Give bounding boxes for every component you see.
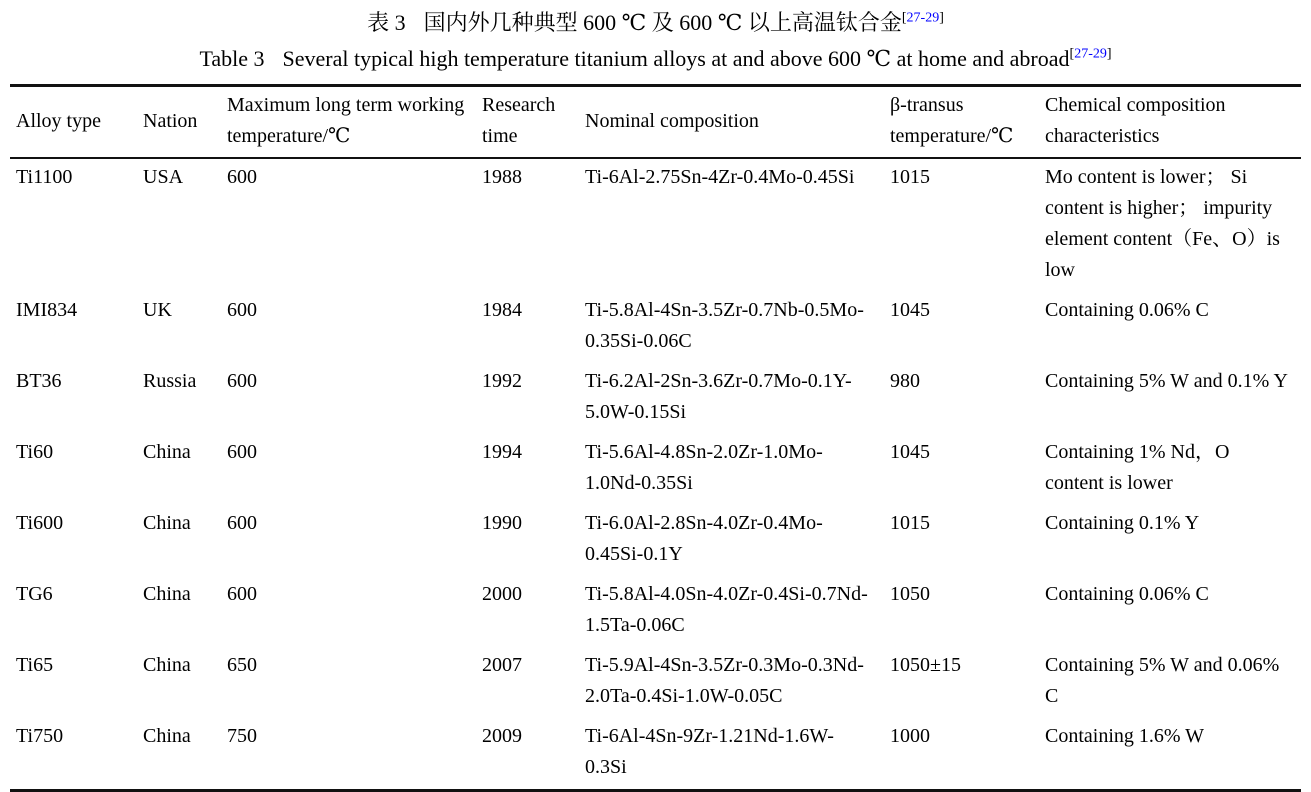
cell-nominal-composition: Ti-5.8Al-4Sn-3.5Zr-0.7Nb-0.5Mo-0.35Si-0.06C (585, 299, 864, 352)
cell-research-time: 2000 (482, 583, 522, 605)
cell-beta-transus: 1015 (890, 512, 930, 534)
cell-alloy-type: Ti60 (16, 441, 54, 463)
cell-nation: China (143, 654, 191, 676)
cell-max-temperature: 750 (227, 725, 257, 747)
table-title-zh-text: 国内外几种典型 600 ℃ 及 600 ℃ 以上高温钛合金 (423, 10, 902, 35)
cell-nation: USA (143, 166, 184, 188)
cell-alloy-type: TG6 (16, 583, 53, 605)
cell-alloy-type: BT36 (16, 370, 62, 392)
cell-nominal-composition: Ti-5.6Al-4.8Sn-2.0Zr-1.0Mo-1.0Nd-0.35Si (585, 441, 823, 494)
cell-research-time: 1984 (482, 299, 522, 321)
cell-max-temperature: 600 (227, 441, 257, 463)
cell-research-time: 1988 (482, 166, 522, 188)
table-title-en (0, 44, 1311, 74)
cell-chemical-characteristics: Containing 0.06% C (1045, 299, 1209, 321)
cell-chemical-characteristics: Containing 0.1% Y (1045, 512, 1200, 534)
alloy-table-wrap (10, 84, 1301, 792)
table-row (10, 576, 1301, 647)
cell-nation: China (143, 583, 191, 605)
col-header-beta-transus-temperature: β-transus temperature/℃ (884, 86, 1039, 159)
cell-nation: UK (143, 299, 172, 321)
cell-chemical-characteristics: Containing 1% Nd，O content is lower (1045, 441, 1230, 494)
cell-nation: China (143, 441, 191, 463)
col-header-nation: Nation (137, 86, 221, 159)
cell-chemical-characteristics: Containing 0.06% C (1045, 583, 1209, 605)
col-header-alloy-type: Alloy type (10, 86, 137, 159)
cell-nation: China (143, 725, 191, 747)
cell-chemical-characteristics: Containing 5% W and 0.1% Y (1045, 370, 1288, 392)
cell-alloy-type: Ti750 (16, 725, 64, 747)
table-title-zh (0, 8, 1311, 38)
reference-link[interactable]: 27-29 (1074, 46, 1107, 62)
table-number-zh: 表 3 (367, 10, 406, 35)
table-caption-block (0, 0, 1311, 74)
cell-beta-transus: 1050±15 (890, 654, 961, 676)
table-number-en: Table 3 (199, 46, 265, 71)
table-row (10, 718, 1301, 791)
cell-nominal-composition: Ti-6Al-4Sn-9Zr-1.21Nd-1.6W-0.3Si (585, 725, 834, 778)
cell-research-time: 1990 (482, 512, 522, 534)
cell-beta-transus: 1045 (890, 299, 930, 321)
reference-link[interactable]: 27-29 (906, 10, 940, 26)
col-header-research-time: Research time (476, 86, 579, 159)
cell-max-temperature: 650 (227, 654, 257, 676)
col-header-nominal-composition: Nominal composition (579, 86, 884, 159)
cell-beta-transus: 1045 (890, 441, 930, 463)
cell-nominal-composition: Ti-6Al-2.75Sn-4Zr-0.4Mo-0.45Si (585, 166, 855, 188)
cell-nation: Russia (143, 370, 197, 392)
cell-beta-transus: 980 (890, 370, 920, 392)
cell-nominal-composition: Ti-5.8Al-4.0Sn-4.0Zr-0.4Si-0.7Nd-1.5Ta-0.06C (585, 583, 868, 636)
table-row (10, 363, 1301, 434)
cell-max-temperature: 600 (227, 166, 257, 188)
cell-beta-transus: 1050 (890, 583, 930, 605)
header-row (10, 86, 1301, 159)
alloy-table (10, 84, 1301, 792)
cell-alloy-type: Ti1100 (16, 166, 73, 188)
cell-nominal-composition: Ti-6.2Al-2Sn-3.6Zr-0.7Mo-0.1Y-5.0W-0.15Si (585, 370, 852, 423)
cell-beta-transus: 1000 (890, 725, 930, 747)
reference-citation: [27-29] (901, 10, 944, 26)
cell-nominal-composition: Ti-5.9Al-4Sn-3.5Zr-0.3Mo-0.3Nd-2.0Ta-0.4Si-1.0W-0.05C (585, 654, 864, 707)
cell-alloy-type: Ti600 (16, 512, 64, 534)
reference-citation: [27-29] (1069, 46, 1112, 62)
table-row (10, 292, 1301, 363)
table-title-en-text: Several typical high temperature titanium alloys at and above 600 ℃ at home and abroad (282, 46, 1070, 71)
cell-nominal-composition: Ti-6.0Al-2.8Sn-4.0Zr-0.4Mo-0.45Si-0.1Y (585, 512, 823, 565)
cell-beta-transus: 1015 (890, 166, 930, 188)
table-row (10, 434, 1301, 505)
cell-research-time: 1992 (482, 370, 522, 392)
table-row (10, 158, 1301, 292)
col-header-chemical-characteristics: Chemical composition characteristics (1039, 86, 1301, 159)
cell-research-time: 2009 (482, 725, 522, 747)
cell-max-temperature: 600 (227, 370, 257, 392)
col-header-max-working-temperature: Maximum long term working temperature/℃ (221, 86, 476, 159)
cell-max-temperature: 600 (227, 299, 257, 321)
table-row (10, 505, 1301, 576)
cell-chemical-characteristics: Containing 1.6% W (1045, 725, 1205, 747)
cell-research-time: 2007 (482, 654, 522, 676)
table-row (10, 647, 1301, 718)
cell-max-temperature: 600 (227, 512, 257, 534)
cell-chemical-characteristics: Mo content is lower； Si content is higher； impurity element content（Fe、O）is low (1045, 166, 1280, 281)
cell-alloy-type: Ti65 (16, 654, 54, 676)
cell-max-temperature: 600 (227, 583, 257, 605)
cell-alloy-type: IMI834 (16, 299, 78, 321)
cell-chemical-characteristics: Containing 5% W and 0.06% C (1045, 654, 1280, 707)
cell-nation: China (143, 512, 191, 534)
cell-research-time: 1994 (482, 441, 522, 463)
